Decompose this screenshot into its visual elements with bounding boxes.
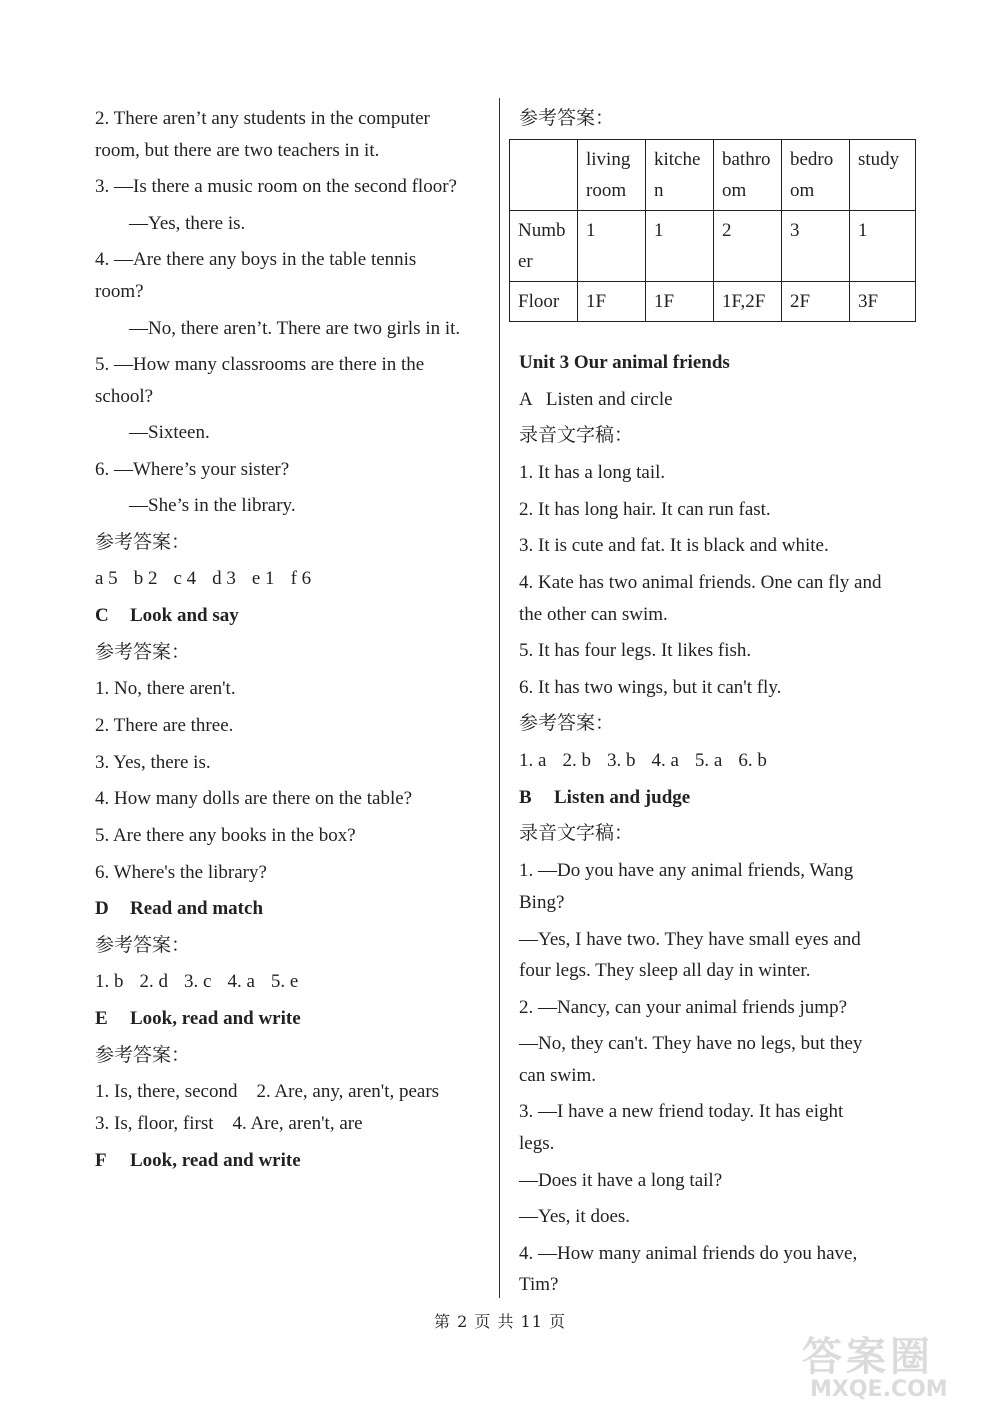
b-answers (95, 563, 327, 594)
dialogue-line: 3. —Is there a music room on the second floor? (95, 176, 457, 197)
rooms-table (509, 139, 916, 322)
script-line: legs. (519, 1133, 555, 1154)
table-cell: 3 (782, 211, 850, 282)
table-cell: 1 (578, 211, 646, 282)
section-letter: E (95, 1008, 108, 1029)
reference-answer-label: 参考答案： (95, 1045, 191, 1066)
answer-line: 1. No, there aren't. (95, 678, 236, 699)
table-cell: living room (578, 140, 646, 211)
section-heading-a: A Listen and circle (519, 389, 673, 410)
section-heading-d (95, 893, 263, 924)
section-letter: C (95, 605, 109, 626)
dialogue-line: room, but there are two teachers in it. (95, 140, 380, 161)
dialogue-line: —Yes, there is. (129, 213, 246, 234)
script-line: —Yes, it does. (519, 1206, 631, 1227)
script-label: 录音文字稿： (519, 425, 634, 446)
section-heading-f (95, 1145, 301, 1176)
answer: 4. a (227, 971, 255, 992)
section-title: Look, read and write (130, 1008, 301, 1029)
answer: d 3 (212, 568, 236, 589)
table-cell: 1 (646, 211, 714, 282)
reference-answer-label: 参考答案： (95, 532, 191, 553)
script-line: 2. —Nancy, can your animal friends jump? (519, 997, 848, 1018)
answer: 1. a (519, 750, 547, 771)
script-line: four legs. They sleep all day in winter. (519, 960, 811, 981)
a-answers (519, 745, 783, 776)
answer-line: 4. How many dolls are there on the table? (95, 788, 413, 809)
table-header-row (510, 140, 916, 211)
answer: 2. d (139, 971, 168, 992)
table-row (510, 282, 916, 322)
script-line: 1. It has a long tail. (519, 462, 666, 483)
dialogue-line: school? (95, 386, 154, 407)
script-line: 1. —Do you have any animal friends, Wang (519, 860, 854, 881)
script-line: 4. —How many animal friends do you have, (519, 1243, 858, 1264)
table-cell: bedroom (782, 140, 850, 211)
watermark-logo (792, 1325, 992, 1409)
answer-line: 5. Are there any books in the box? (95, 825, 356, 846)
page-footer: 第 2 页 共 11 页 (434, 1312, 566, 1331)
table-cell: Floor (510, 282, 578, 322)
section-heading-e (95, 1003, 301, 1034)
table-cell: kitchen (646, 140, 714, 211)
table-row (510, 211, 916, 282)
answer: 5. e (270, 971, 299, 992)
section-title: Look, read and write (130, 1150, 301, 1171)
script-line: the other can swim. (519, 604, 668, 625)
answer-line: 1. Is, there, second 2. Are, any, aren't, pears (95, 1081, 440, 1102)
table-cell: 1F (578, 282, 646, 322)
answer-line: 2. There are three. (95, 715, 234, 736)
script-line: 5. It has four legs. It likes fish. (519, 640, 752, 661)
answer-line: 3. Yes, there is. (95, 752, 211, 773)
script-line: —Does it have a long tail? (519, 1170, 723, 1191)
answer: 5. a (694, 750, 723, 771)
reference-answer-label: 参考答案： (95, 642, 191, 663)
table-cell: study (850, 140, 916, 211)
section-letter: D (95, 898, 109, 919)
table-cell: 2 (714, 211, 782, 282)
script-line: 4. Kate has two animal friends. One can fly and (519, 572, 882, 593)
answer: a 5 (95, 568, 118, 589)
d-answers (95, 966, 314, 997)
answer-line: 3. Is, floor, first 4. Are, aren't, are (95, 1113, 363, 1134)
table-cell: 1F (646, 282, 714, 322)
section-heading-b (519, 782, 690, 813)
reference-answer-label: 参考答案： (519, 108, 615, 129)
section-title: Read and match (130, 898, 264, 919)
script-line: 3. —I have a new friend today. It has eight (519, 1101, 844, 1122)
section-letter: B (519, 787, 532, 808)
column-divider (499, 98, 500, 1298)
table-cell: Number (510, 211, 578, 282)
watermark-text: 答案圈 (802, 1334, 934, 1380)
dialogue-line: —No, there aren’t. There are two girls in it. (129, 318, 461, 339)
answer: 2. b (562, 750, 591, 771)
table-cell: 1 (850, 211, 916, 282)
dialogue-line: 6. —Where’s your sister? (95, 459, 290, 480)
reference-answer-label: 参考答案： (95, 935, 191, 956)
table-cell: 2F (782, 282, 850, 322)
answer: 1. b (95, 971, 124, 992)
section-letter: F (95, 1150, 107, 1171)
dialogue-line: 2. There aren’t any students in the computer (95, 108, 430, 129)
watermark-url: MXQE.COM (810, 1377, 948, 1402)
answer: 3. c (184, 971, 212, 992)
table-cell (510, 140, 578, 211)
table-cell: 3F (850, 282, 916, 322)
dialogue-line: 4. —Are there any boys in the table tennis (95, 249, 417, 270)
script-line: 2. It has long hair. It can run fast. (519, 499, 771, 520)
section-title: Look and say (130, 605, 239, 626)
dialogue-line: —She’s in the library. (129, 495, 296, 516)
script-line: —Yes, I have two. They have small eyes and (519, 929, 861, 950)
script-line: Tim? (519, 1274, 559, 1295)
script-label: 录音文字稿： (519, 823, 634, 844)
answer: e 1 (251, 568, 275, 589)
section-title: Listen and judge (554, 787, 691, 808)
table-cell: 1F,2F (714, 282, 782, 322)
dialogue-line: room? (95, 281, 144, 302)
answer: 6. b (738, 750, 767, 771)
answer-line: 6. Where's the library? (95, 862, 267, 883)
script-line: —No, they can't. They have no legs, but they (519, 1033, 863, 1054)
answer: 4. a (651, 750, 679, 771)
section-heading-c (95, 600, 239, 631)
reference-answer-label: 参考答案： (519, 713, 615, 734)
dialogue-line: 5. —How many classrooms are there in the (95, 354, 425, 375)
answer: c 4 (173, 568, 197, 589)
script-line: 6. It has two wings, but it can't fly. (519, 677, 782, 698)
answer: b 2 (133, 568, 158, 589)
dialogue-line: —Sixteen. (129, 422, 210, 443)
answer: f 6 (290, 568, 312, 589)
answer: 3. b (606, 750, 636, 771)
script-line: can swim. (519, 1065, 597, 1086)
unit-title: Unit 3 Our animal friends (519, 352, 730, 373)
script-line: 3. It is cute and fat. It is black and white. (519, 535, 829, 556)
table-cell: bathroom (714, 140, 782, 211)
script-line: Bing? (519, 892, 565, 913)
